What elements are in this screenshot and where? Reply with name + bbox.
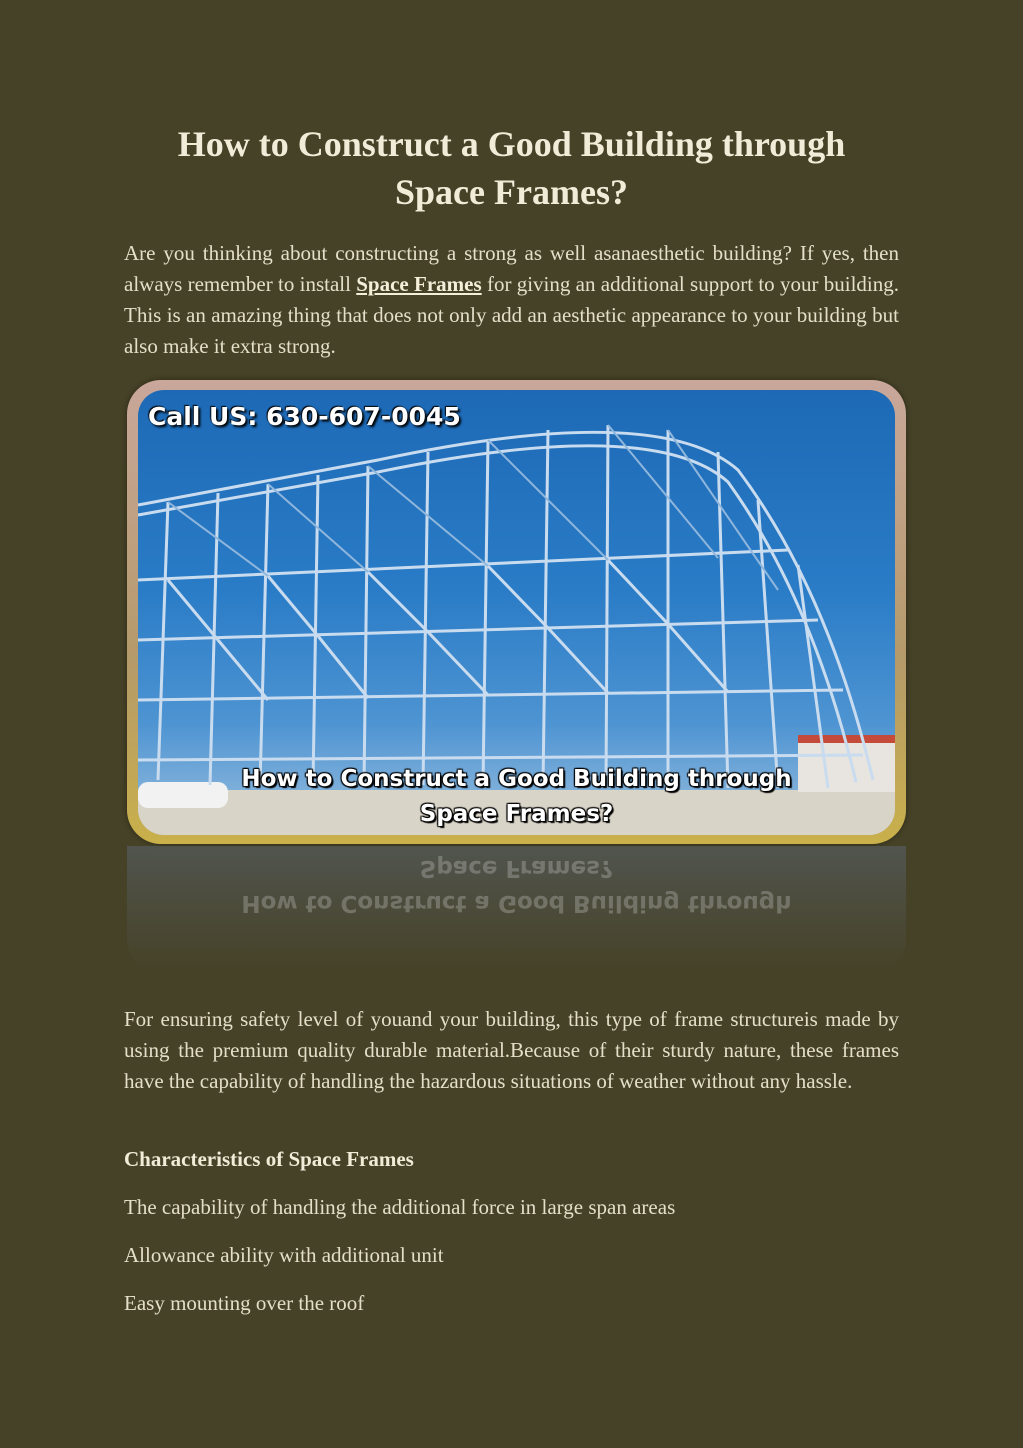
page-title — [100, 120, 923, 216]
reflection-line-2: Space Frames? — [419, 855, 614, 881]
arch-structure — [138, 425, 873, 788]
image-reflection — [127, 846, 906, 970]
title-line-1: How to Construct a Good Building through — [177, 124, 846, 164]
title-line-2: Space Frames? — [395, 172, 628, 212]
characteristic-item: The capability of handling the additional force in large span areas — [124, 1195, 676, 1219]
featured-image-frame — [127, 380, 906, 844]
intro-text-start: Are you thinking about constructing a strong as well asanaesthetic building? If yes, then always remember to install — [124, 241, 899, 296]
reflection-caption — [127, 850, 906, 920]
characteristic-item: Allowance ability with additional unit — [124, 1243, 444, 1267]
characteristic-item: Easy mounting over the roof — [124, 1291, 365, 1315]
reflection-line-1: How to Construct a Good Building through — [241, 890, 792, 916]
call-us-phone: Call US: 630-607-0045 — [148, 402, 461, 431]
caption-line-1: How to Construct a Good Building through — [241, 766, 792, 792]
characteristics-heading: Characteristics of Space Frames — [124, 1147, 414, 1171]
caption-line-2: Space Frames? — [419, 801, 614, 827]
space-frames-link[interactable]: Space Frames — [356, 272, 482, 296]
image-caption — [138, 762, 895, 832]
space-frame-photo — [138, 390, 895, 835]
intro-text-end: for giving an additional support to your building. This is an amazing thing that does not only add an aesthetic appearance to your building but also make it extra strong. — [124, 272, 899, 358]
intro-paragraph — [124, 238, 899, 362]
body-paragraph: For ensuring safety level of youand your building, this type of frame structureis made by using the premium quality durable material.Because of their sturdy nature, these frames have the capability of handling the hazardous situations of weather without any hassle. — [124, 1007, 899, 1093]
